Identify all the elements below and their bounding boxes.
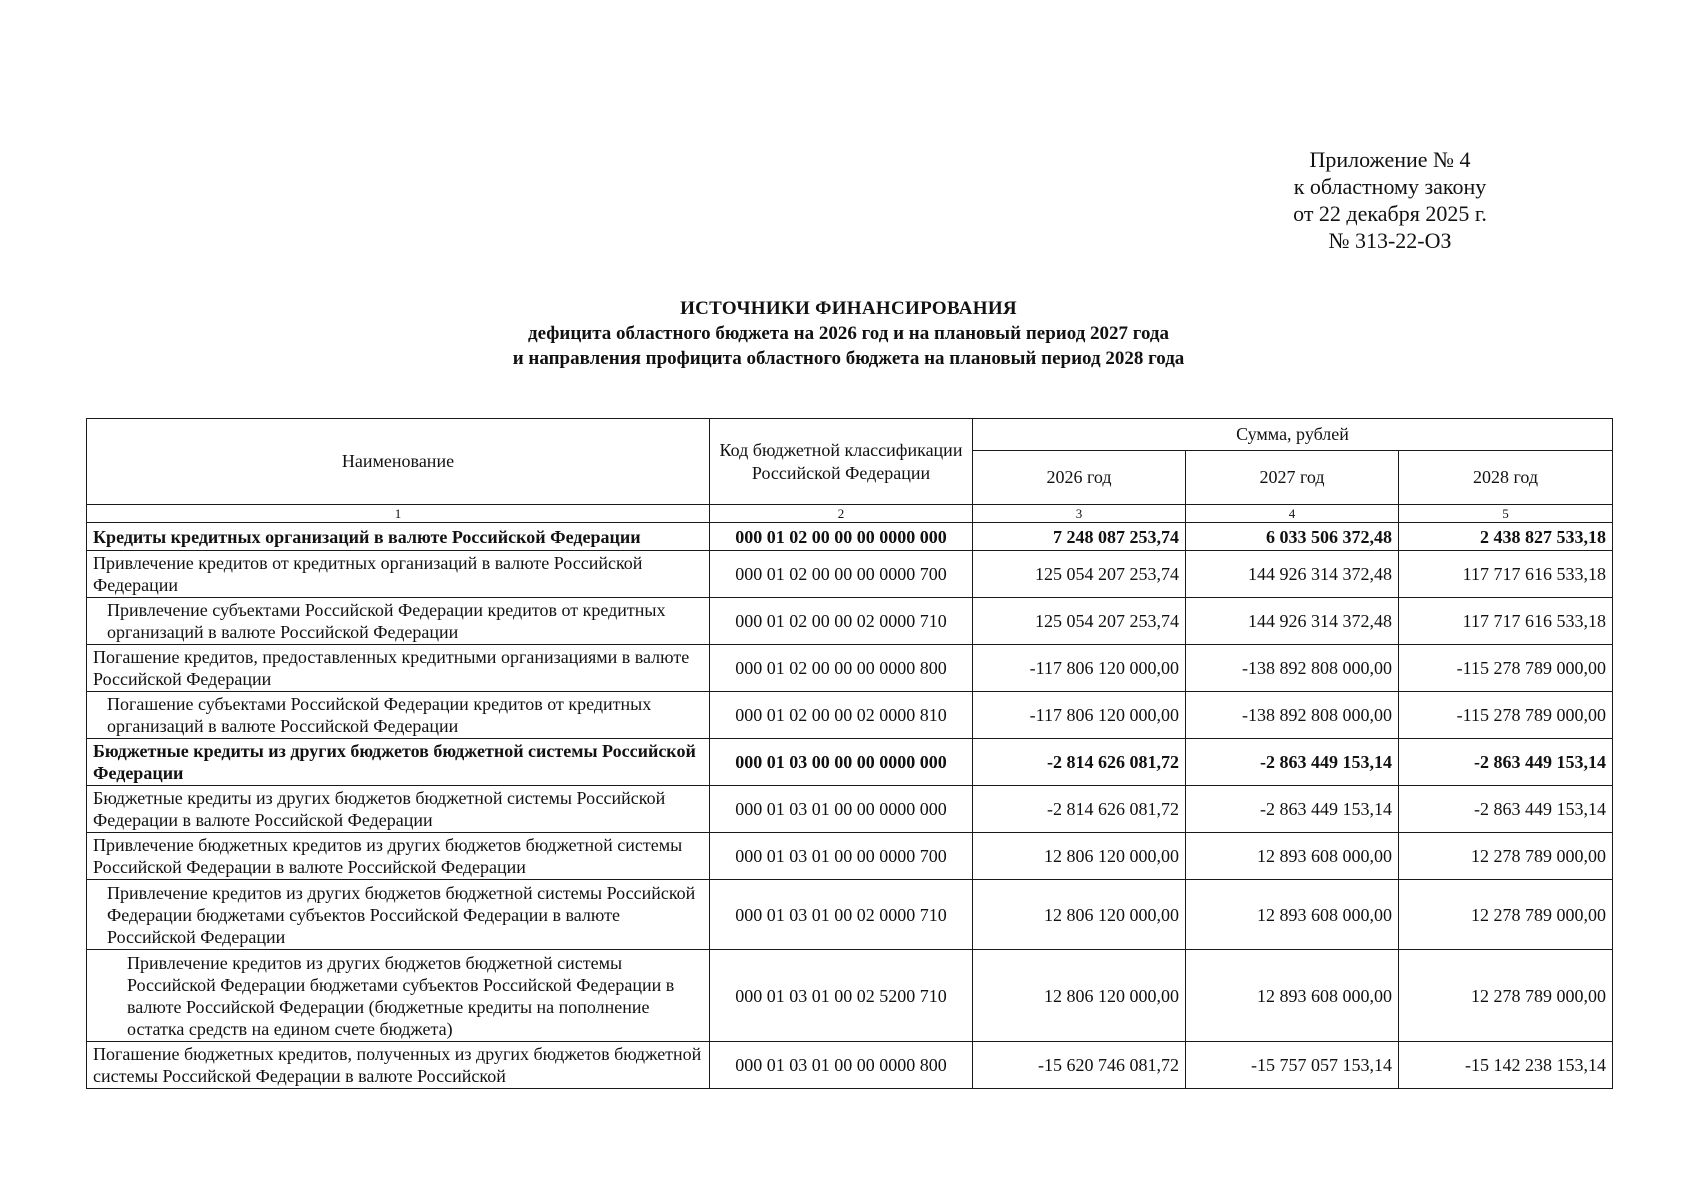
header-name: Наименование [87,419,710,505]
row-code: 000 01 02 00 00 02 0000 810 [710,692,973,739]
column-number: 3 [973,505,1186,523]
row-amount-2027: 144 926 314 372,48 [1186,598,1399,645]
row-amount-2028: -2 863 449 153,14 [1399,739,1613,786]
row-amount-2028: -2 863 449 153,14 [1399,786,1613,833]
row-code: 000 01 02 00 00 00 0000 700 [710,551,973,598]
column-number: 5 [1399,505,1613,523]
column-number: 2 [710,505,973,523]
table-row [87,880,1613,950]
row-amount-2027: -2 863 449 153,14 [1186,786,1399,833]
row-amount-2027: -138 892 808 000,00 [1186,692,1399,739]
row-amount-2028: 2 438 827 533,18 [1399,523,1613,551]
appendix-date: от 22 декабря 2025 г. [1293,201,1487,226]
row-amount-2027: -15 757 057 153,14 [1186,1042,1399,1089]
financing-sources-table [86,418,1613,1089]
appendix-block [1240,146,1540,254]
row-name: Привлечение кредитов из других бюджетов бюджетной системы Российской Федерации бюджетами субъектов Российской Федерации в валюте Российской Федерации (бюджетные кредиты на пополнение остатка средств на едином счете бюджета) [87,950,710,1042]
row-amount-2028: 12 278 789 000,00 [1399,880,1613,950]
row-name: Кредиты кредитных организаций в валюте Российской Федерации [87,523,710,551]
row-amount-2027: -2 863 449 153,14 [1186,739,1399,786]
header-sum: Сумма, рублей [973,419,1613,451]
appendix-law-ref: к областному закону [1293,174,1487,199]
row-amount-2028: 12 278 789 000,00 [1399,833,1613,880]
table-row [87,950,1613,1042]
row-amount-2026: -2 814 626 081,72 [973,739,1186,786]
row-name: Погашение субъектами Российской Федерации кредитов от кредитных организаций в валюте Российской Федерации [87,692,710,739]
row-code: 000 01 02 00 00 00 0000 800 [710,645,973,692]
table-row [87,551,1613,598]
table-row [87,739,1613,786]
row-amount-2027: 6 033 506 372,48 [1186,523,1399,551]
document-title [0,296,1697,371]
table-row [87,645,1613,692]
title-subtitle-2: и направления профицита областного бюджета на плановый период 2028 года [512,348,1185,369]
header-code: Код бюджетной классификации Российской Федерации [710,419,973,505]
table-row [87,523,1613,551]
row-amount-2027: -138 892 808 000,00 [1186,645,1399,692]
row-amount-2026: 7 248 087 253,74 [973,523,1186,551]
header-year-2026: 2026 год [973,451,1186,505]
row-name: Привлечение кредитов из других бюджетов бюджетной системы Российской Федерации бюджетами субъектов Российской Федерации в валюте Российской Федерации [87,880,710,950]
row-amount-2027: 12 893 608 000,00 [1186,880,1399,950]
row-name: Привлечение кредитов от кредитных организаций в валюте Российской Федерации [87,551,710,598]
row-code: 000 01 03 00 00 00 0000 000 [710,739,973,786]
row-amount-2026: -15 620 746 081,72 [973,1042,1186,1089]
row-amount-2026: 125 054 207 253,74 [973,551,1186,598]
row-name: Привлечение субъектами Российской Федерации кредитов от кредитных организаций в валюте Российской Федерации [87,598,710,645]
row-code: 000 01 02 00 00 02 0000 710 [710,598,973,645]
row-name: Привлечение бюджетных кредитов из других бюджетов бюджетной системы Российской Федерации в валюте Российской Федерации [87,833,710,880]
appendix-law-number: № 313-22-ОЗ [1328,228,1452,253]
row-code: 000 01 03 01 00 02 0000 710 [710,880,973,950]
row-amount-2028: -115 278 789 000,00 [1399,692,1613,739]
row-amount-2026: 12 806 120 000,00 [973,833,1186,880]
row-amount-2026: -117 806 120 000,00 [973,692,1186,739]
table-row [87,692,1613,739]
row-amount-2028: -115 278 789 000,00 [1399,645,1613,692]
row-amount-2028: 12 278 789 000,00 [1399,950,1613,1042]
row-amount-2026: 12 806 120 000,00 [973,950,1186,1042]
title-subtitle-1: дефицита областного бюджета на 2026 год и на плановый период 2027 года [527,323,1170,344]
table-row [87,833,1613,880]
header-year-2028: 2028 год [1399,451,1613,505]
row-amount-2028: 117 717 616 533,18 [1399,598,1613,645]
row-amount-2026: 12 806 120 000,00 [973,880,1186,950]
row-code: 000 01 03 01 00 00 0000 700 [710,833,973,880]
row-amount-2027: 144 926 314 372,48 [1186,551,1399,598]
row-name: Бюджетные кредиты из других бюджетов бюджетной системы Российской Федерации [87,739,710,786]
row-code: 000 01 02 00 00 00 0000 000 [710,523,973,551]
column-number: 1 [87,505,710,523]
row-code: 000 01 03 01 00 00 0000 800 [710,1042,973,1089]
title-main: ИСТОЧНИКИ ФИНАНСИРОВАНИЯ [680,298,1017,319]
table-row [87,1042,1613,1089]
row-amount-2026: 125 054 207 253,74 [973,598,1186,645]
row-amount-2027: 12 893 608 000,00 [1186,833,1399,880]
column-number-row [87,505,1613,523]
row-code: 000 01 03 01 00 00 0000 000 [710,786,973,833]
row-name: Погашение кредитов, предоставленных кредитными организациями в валюте Российской Федерации [87,645,710,692]
table-row [87,598,1613,645]
table-row [87,786,1613,833]
column-number: 4 [1186,505,1399,523]
row-name: Бюджетные кредиты из других бюджетов бюджетной системы Российской Федерации в валюте Российской Федерации [87,786,710,833]
row-name: Погашение бюджетных кредитов, полученных из других бюджетов бюджетной системы Российской Федерации в валюте Российской [87,1042,710,1089]
row-amount-2027: 12 893 608 000,00 [1186,950,1399,1042]
row-amount-2026: -117 806 120 000,00 [973,645,1186,692]
header-year-2027: 2027 год [1186,451,1399,505]
row-amount-2026: -2 814 626 081,72 [973,786,1186,833]
appendix-number: Приложение № 4 [1309,147,1471,172]
row-amount-2028: 117 717 616 533,18 [1399,551,1613,598]
row-code: 000 01 03 01 00 02 5200 710 [710,950,973,1042]
row-amount-2028: -15 142 238 153,14 [1399,1042,1613,1089]
